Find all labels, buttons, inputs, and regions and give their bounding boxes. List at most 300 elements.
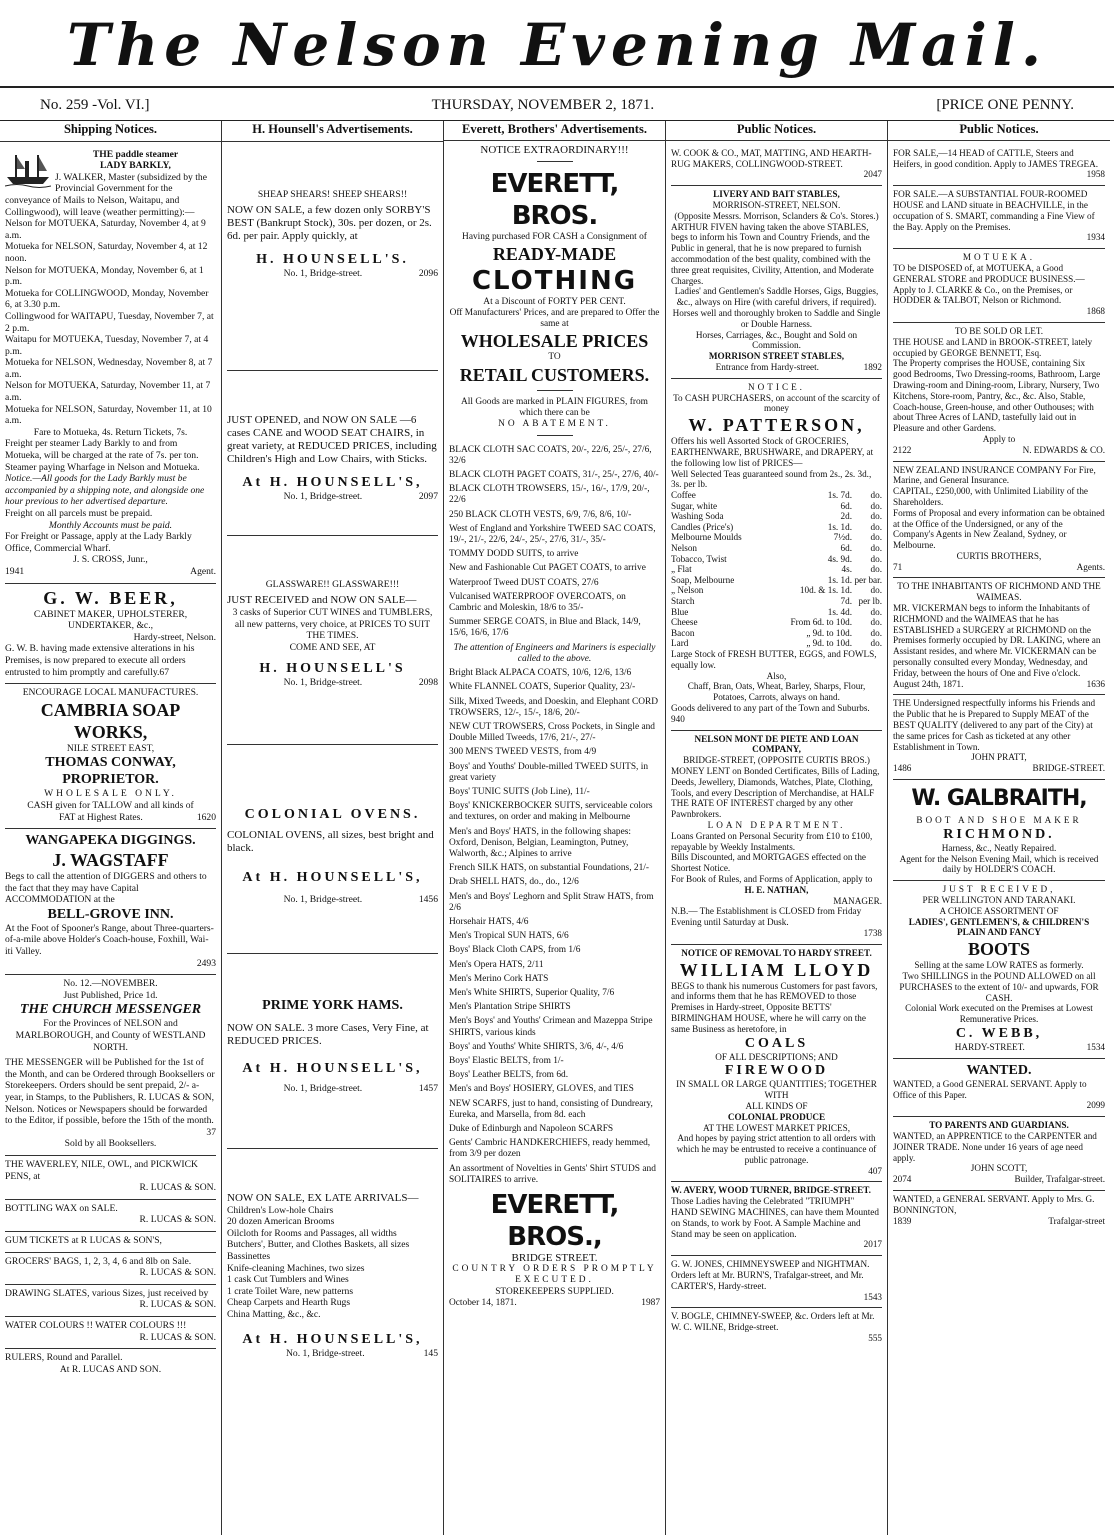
table-cell: do. [870, 617, 882, 628]
list-item: Vulcanised WATERPROOF OVERCOATS, on Cambric and Moleskin, 18/6 to 35/- [449, 591, 626, 614]
ad-bogle [671, 1308, 882, 1348]
column-heading: Everett, Brothers' Advertisements. [444, 121, 665, 141]
newspaper-title: The Nelson Evening Mail. [66, 11, 1048, 79]
ad-line: CASH given for TALLOW and all kinds of [27, 799, 194, 811]
ad-number: 1486 [893, 763, 912, 774]
ad-line: At a Discount of FORTY PER CENT. [483, 296, 626, 307]
ship-text [5, 149, 216, 578]
ad-signature: At R. LUCAS AND SON. [59, 1363, 162, 1375]
list-item: Men's Tropical SUN HATS, 6/6 [449, 931, 569, 942]
ad-number: 407 [868, 1165, 882, 1176]
ad-line: BRIDGE-STREET, (OPPOSITE CURTIS BROS.) [683, 755, 870, 766]
ship-line: Motueka for NELSON, Wednesday, November 8, at 7 a.m. [5, 357, 213, 380]
ad-parents-guardians [893, 1117, 1105, 1191]
ad-body: Chaff, Bran, Oats, Wheat, Barley, Sharps, Flour, Potatoes, Carrots, always on hand. [687, 681, 866, 703]
ad-body: THE WAVERLEY, NILE, OWL, and PICKWICK PENS, at [5, 1158, 198, 1182]
list-item: French SILK HATS, on substantial Foundations, 21/- [449, 863, 649, 874]
ad-address: No. 1, Bridge-street. [283, 268, 363, 280]
table-cell: 1s. 7d. [827, 490, 852, 501]
ad-number: 145 [423, 1347, 438, 1359]
ad-body: Bills Discounted, and MORTGAGES effected on the Shortest Notice. [671, 852, 866, 874]
ad-number: 1457 [418, 1082, 438, 1094]
ad-number: 1892 [863, 361, 882, 372]
ad-body: MONEY LENT on Bonded Certificates, Bills of Lading, Deeds, Jewellery, Diamonds, Watches, Plate, Clothing, Tools, and every Description of Merchandise, at HALF THE RATE OF INTEREST charged by any other Pawnbrokers. [671, 765, 880, 820]
list-item: China Matting, &c., &c. [227, 1308, 321, 1320]
table-row [671, 575, 882, 586]
list-item: The attention of Engineers and Mariners is especially called to the above. [453, 642, 656, 664]
ad-line: Sold by all Booksellers. [64, 1138, 157, 1150]
ad-body: Loans Granted on Personal Security from £10 to £100, repayable by Weekly Instalments. [671, 830, 873, 852]
list-item: An assortment of Novelties in Gents' Shirt STUDS and SOLITAIRES to arrive. [449, 1163, 656, 1185]
ad-body: W. COOK & CO., MAT, MATTING, AND HEARTH-RUG MAKERS, COLLINGWOOD-STREET. [671, 147, 872, 169]
ad-signature: C. WEBB, [955, 1025, 1043, 1041]
ad-line: Off Manufacturers' Prices, and are prepared to Offer the same at [449, 308, 660, 330]
ad-line: READY-MADE [492, 243, 617, 264]
ad-number: 2493 [196, 957, 216, 969]
ship-line: Freight on all parcels must be prepaid. [5, 508, 153, 519]
ship-line: Notice.—All goods for the Lady Barkly must be accompanied by a shipping note, and alongside one hour previous to her advertised departure. [5, 473, 205, 508]
ad-body: Goods delivered to any part of the Town and Suburbs. [671, 703, 870, 713]
column-hounsell [222, 121, 444, 1535]
ad-signature: At H. HOUNSELL'S, [242, 1331, 423, 1347]
list-item: Drab SHELL HATS, do., do., 12/6 [449, 877, 579, 888]
list-item: NEW CUT TROWSERS, Cross Pockets, in Single and Double Milled Tweeds, 17/6, 21/-, 27/- [449, 721, 655, 744]
ad-body: JUST RECEIVED and NOW ON SALE— [227, 594, 417, 607]
ad-body: MR. VICKERMAN begs to inform the Inhabitants of RICHMOND and the WAIMEAS that he has ESTABLISHED a SURGERY at RICHMOND on the Premises formerly occupied by DR. LAKING, where an Assistant resides, and where Mr. VICKERMAN can be personally consulted every Monday, Wednesday, and Friday, between the hours of One and Five o'clock. [893, 603, 1101, 678]
ad-arrivals [227, 1149, 438, 1365]
ad-number: 1868 [1086, 306, 1105, 317]
table-row [671, 501, 882, 512]
table-cell: do. [870, 511, 882, 522]
ad-body: Forms of Proposal and every information can be obtained at the Office of the Undersigned, or any of the Company's Agents in New Zealand, Sydney, or Melbourne. [893, 507, 1105, 551]
ad-wanted [893, 1059, 1105, 1117]
list-item: Horsehair HATS, 4/6 [449, 916, 529, 927]
ad-line: AT THE LOWEST MARKET PRICES, [702, 1122, 851, 1133]
ad-number: 940 [671, 713, 685, 724]
price-list [449, 445, 660, 1186]
ad-line: OF ALL DESCRIPTIONS; AND [715, 1051, 838, 1062]
ad-signature: MORRISON STREET STABLES, [708, 351, 845, 362]
table-row [671, 522, 882, 533]
ad-number: 2122 [893, 444, 912, 455]
ad-body: DRAWING SLATES, various Sizes, just received by [5, 1287, 209, 1299]
ad-number: 71 [893, 561, 903, 572]
ad-number: 1738 [863, 927, 882, 938]
ad-line: Just Published, Price 1d. [63, 989, 158, 1001]
ad-name: EVERETT, BROS. [490, 168, 619, 231]
ad-body: At the Foot of Spooner's Range, about Three-quarters-of-a-mile above Holder's Coach-house, Foxhill, Wai-iti Valley. [5, 922, 214, 958]
table-cell: Starch [671, 596, 695, 607]
table-cell: do. [870, 638, 882, 649]
list-item: 1 cask Cut Tumblers and Wines [227, 1274, 349, 1286]
list-item: 20 dozen American Brooms [227, 1216, 335, 1228]
table-cell: per lb. [858, 596, 882, 607]
ad-number: 2017 [863, 1239, 882, 1250]
ad-body: W. AVERY, WOOD TURNER, BRIDGE-STREET. [671, 1185, 871, 1196]
ad-body: Horses well and thoroughly broken to Saddle and Single or Double Harness. [672, 307, 881, 329]
ship-line: Nelson for MOTUEKA, Saturday, November 11, at 7 a.m. [5, 380, 211, 404]
ad-body: For Book of Rules, and Forms of Application, apply to [671, 873, 873, 884]
ad-heading: NOTICE OF REMOVAL TO HARDY STREET. [681, 947, 872, 958]
ad-line: COALS [744, 1035, 809, 1051]
ad-heading: LOAN DEPARTMENT. [707, 819, 846, 830]
column-heading: Public Notices. [888, 121, 1110, 141]
ad-line: ENCOURAGE LOCAL MANUFACTURES. [22, 687, 199, 699]
ad-signature: H. HOUNSELL'S [259, 660, 406, 676]
ad-signature: H. E. NATHAN, [744, 884, 809, 895]
ship-line: Motueka for NELSON, Saturday, November 11, at 10 a.m. [5, 403, 212, 427]
ad-wangapeka [5, 829, 216, 975]
table-row [671, 585, 882, 596]
ad-line: COLONIAL PRODUCE [727, 1111, 826, 1122]
table-cell: 4s. 9d. [827, 553, 852, 564]
ad-line: RICHMOND. [943, 826, 1055, 842]
column-heading: H. Hounsell's Advertisements. [222, 121, 443, 142]
ship-line: J. WALKER, Master (subsidized by the Provincial Government for the conveyance of Mails to Nelson, Waitapu, and Collingwood), will leave (weather permitting):— [5, 171, 207, 218]
table-row [671, 564, 882, 575]
ad-motueka [893, 249, 1105, 323]
ship-line: Nelson for MOTUEKA, Monday, November 6, at 1 p.m. [5, 264, 204, 288]
ad-heading: NOTICE EXTRAORDINARY!!! [480, 144, 629, 157]
ad-address: BRIDGE-STREET. [1032, 763, 1105, 774]
column-heading: Shipping Notices. [0, 121, 221, 142]
list-item: Men's Boys' and Youths' Crimean and Mazeppa Stripe SHIRTS, various kinds [449, 1016, 653, 1038]
table-cell: Candles (Price's) [671, 521, 734, 532]
list-item: Men's and Boys' Leghorn and Split Straw HATS, from 2/6 [449, 891, 654, 913]
ad-mont-de-piete [671, 731, 882, 945]
ad-line: IN SMALL OR LARGE QUANTITIES; TOGETHER WITH [676, 1079, 877, 1101]
ad-richmond-surgery [893, 578, 1105, 695]
ad-lucas-bags [5, 1253, 216, 1285]
ad-galbraith [893, 780, 1105, 881]
ad-church-messenger [5, 975, 216, 1156]
ad-body: NOW ON SALE. 3 more Cases, Very Fine, at REDUCED PRICES. [227, 1021, 429, 1047]
table-cell: Soap, Melbourne [671, 574, 735, 585]
table-cell: „ 9d. to 10d. [806, 638, 852, 649]
issue-price: [PRICE ONE PENNY. [936, 96, 1074, 113]
ad-body: COLONIAL OVENS, all sizes, best bright and black. [227, 828, 434, 854]
table-row [671, 543, 882, 554]
ad-body: WANTED, a Good GENERAL SERVANT. Apply to Office of this Paper. [893, 1078, 1087, 1100]
column-public-notices-2 [888, 121, 1110, 1535]
table-cell: do. [870, 490, 882, 501]
ad-name: EVERETT, BROS., [490, 1190, 619, 1253]
ad-line: CABINET MAKER, UPHOLSTERER, [33, 608, 188, 620]
table-cell: do. [870, 564, 882, 575]
ship-signature: J. S. CROSS, Junr., [73, 554, 148, 566]
list-item: TOMMY DODD SUITS, to arrive [449, 549, 579, 560]
list-item: Boys' Leather BELTS, from 6d. [449, 1070, 569, 1081]
ship-line: Fare to Motueka, 4s. Return Tickets, 7s. [33, 426, 188, 438]
ad-body: RULERS, Round and Parallel. [5, 1352, 123, 1364]
ad-line: COME AND SEE, AT [289, 641, 376, 653]
table-row [671, 554, 882, 565]
ad-william-lloyd [671, 945, 882, 1183]
ad-address: Trafalgar-street [1048, 1215, 1105, 1226]
ship-line: For Freight or Passage, apply at the Lady Barkly Office, Commercial Wharf. [5, 531, 192, 554]
ad-number: 2074 [893, 1174, 912, 1185]
ad-body: TO be DISPOSED of, at MOTUEKA, a Good GENERAL STORE and PRODUCE BUSINESS.—Apply to J. CLARKE & Co., on the Premises, or HODDER & TALBOT, Nelson or Richmond. [893, 262, 1085, 306]
ad-line: Hardy-street, Nelson. [133, 631, 216, 643]
ad-line: No. 12.—NOVEMBER. [63, 978, 158, 990]
ad-body: Two SHILLINGS in the POUND ALLOWED on all PURCHASES to the extent of 10/- and upwards, FOR CASH. [899, 971, 1099, 1003]
list-item: 300 MEN'S TWEED VESTS, from 4/9 [449, 747, 597, 758]
ad-number: 1636 [1086, 678, 1105, 689]
ad-line: THOMAS CONWAY, PROPRIETOR. [45, 755, 176, 788]
ad-number: 1934 [1086, 232, 1105, 243]
list-item: Children's Low-hole Chairs [227, 1204, 334, 1216]
list-item: NEW SCARFS, just to hand, consisting of Dundreary, Eureka, and Marsella, from 8d. each [449, 1098, 653, 1120]
column-everett [444, 121, 666, 1535]
ad-house-for-sale [893, 186, 1105, 249]
ad-number: 1543 [863, 1291, 882, 1302]
ad-number: 2097 [418, 490, 438, 502]
list-item: BLACK CLOTH TROWSERS, 15/-, 16/-, 17/9, 20/-, 22/6 [449, 484, 650, 506]
ship-role: Agent. [190, 565, 216, 577]
ad-number: 1941 [5, 565, 25, 577]
ad-body: FOR SALE.—A SUBSTANTIAL FOUR-ROOMED HOUSE and LAND situate in BEACHVILLE, in the occupation of S. SMART, commanding a Fine View of the Bay. Apply on the Premises. [893, 189, 1095, 232]
table-cell: do. [870, 553, 882, 564]
list-item: White FLANNEL COATS, Superior Quality, 23/- [449, 682, 636, 693]
ad-address: No. 1, Bridge-street. [286, 1347, 365, 1359]
ad-number: 2098 [418, 676, 438, 688]
ad-g-w-beer [5, 584, 216, 685]
ship-line: Motueka for COLLINGWOOD, Monday, November 6, at 3.30 p.m. [5, 287, 209, 311]
table-row [671, 490, 882, 501]
ad-heading: GLASSWARE!! GLASSWARE!!! [265, 578, 400, 590]
ad-livery-stables [671, 186, 882, 379]
ad-number: 1958 [1086, 169, 1105, 180]
ad-patterson [671, 379, 882, 731]
table-cell: 1s. 1d. [827, 521, 852, 532]
table-cell: Blue [671, 606, 689, 617]
list-item: Boys' and Youths' White SHIRTS, 3/6, 4/-, 4/6 [449, 1041, 624, 1052]
ad-lucas-rulers [5, 1349, 216, 1380]
ad-signature: H. HOUNSELL'S. [256, 252, 409, 268]
ad-hams [227, 954, 438, 1149]
ad-line: For the Provinces of NELSON and MARLBOROUGH, and County of WESTLAND NORTH. [15, 1018, 206, 1053]
ship-line: Waitapu for MOTUEKA, Tuesday, November 7, at 4 p.m. [5, 334, 209, 357]
ad-general-servant [893, 1191, 1105, 1231]
ad-line: MORRISON-STREET, NELSON. [712, 199, 841, 210]
ad-body: G. W. B. having made extensive alterations in his Premises, is now prepared to execute all orders entrusted to him promptly and carefully.67 [5, 643, 195, 678]
ad-heading: MOTUEKA. [962, 252, 1036, 263]
table-row [671, 638, 882, 649]
ad-signature: N. EDWARDS & CO. [1022, 444, 1105, 455]
table-row [671, 596, 882, 607]
ad-body: Colonial Work executed on the Premises at Lowest Remunerative Prices. [905, 1003, 1093, 1025]
ad-lucas-slates [5, 1285, 216, 1317]
column-shipping [0, 121, 222, 1535]
table-cell: do. [870, 627, 882, 638]
ad-body: NEW ZEALAND INSURANCE COMPANY For Fire, Marine, and General Insurance. [893, 464, 1096, 486]
table-cell: 4s. [841, 564, 852, 575]
ad-number: 1456 [418, 893, 438, 905]
ad-lady-barkly [5, 146, 216, 584]
ad-cook [671, 145, 882, 186]
list-item: Bassinettes [227, 1250, 271, 1262]
ad-signature: R. LUCAS & SON. [139, 1267, 216, 1279]
ad-name: J. WAGSTAFF [52, 850, 169, 871]
ad-heading: TO BE SOLD OR LET. [954, 325, 1044, 336]
ad-address: No. 1, Bridge-street. [283, 676, 363, 688]
ad-role: Agents. [1076, 561, 1105, 572]
ad-line: Having purchased FOR CASH a Consignment of [462, 231, 647, 242]
masthead [0, 0, 1114, 88]
ad-body: The Property comprises the HOUSE, containing Six good Bedrooms, Two Dressing-rooms, Bathroom, Large Drawing-room and Dining-room, Library, Nursery, Two Kitchens, Store-room, Pantry, &c., &c. Also, Stable, Coach-house, Green-house, and other Outhouses; with about Three Acres of LAND, tastefully laid out in Pleasure and other Gardens. [893, 358, 1101, 434]
ad-body: WATER COLOURS !! WATER COLOURS !!! [5, 1319, 187, 1331]
ad-insurance [893, 462, 1105, 579]
ad-heading: NELSON MONT DE PIETE AND LOAN COMPANY, [694, 733, 859, 755]
ad-line: A CHOICE ASSORTMENT OF [939, 905, 1059, 916]
ad-line: TO [548, 352, 561, 363]
ad-body: BEGS to thank his numerous Customers for past favors, and informs them that he has REMOVED to those Premises in Hardy-street, Opposite BETTS' BIRMINGHAM HOUSE, where he will carry on the same Business as heretofore, in [671, 980, 878, 1034]
issue-number: No. 259 -Vol. VI.] [40, 96, 150, 113]
ad-ovens [227, 745, 438, 954]
ad-body: Selling at the same LOW RATES as formerly. [914, 960, 1084, 971]
ad-line: Well Selected Teas guaranteed sound from 2s., 2s. 3d., 3s. per lb. [671, 468, 872, 490]
ad-name: W. GALBRAITH, [911, 786, 1087, 812]
list-item: Boys' TUNIC SUITS (Job Line), 11/- [449, 786, 590, 797]
list-item: Silk, Mixed Tweeds, and Doeskin, and Elephant CORD TROWSERS, 12/-, 15/-, 18/6, 20/- [449, 696, 659, 718]
ad-body: WANTED, a GENERAL SERVANT. Apply to Mrs. G. BONNINGTON, [893, 1193, 1095, 1215]
ad-body: Offers his well Assorted Stock of GROCERIES, EARTHENWARE, BRUSHWARE, and DRAPERY, at the following low list of PRICES— [671, 436, 874, 468]
price-table [671, 490, 882, 649]
ad-address: No. 1, Bridge-street. [283, 893, 363, 905]
ad-body: Ladies' and Gentlemen's Saddle Horses, Gigs, Buggies, &c., always on Hire (with careful drivers, if required). [674, 286, 879, 308]
table-cell: 2d. [840, 511, 852, 522]
ad-title: THE CHURCH MESSENGER [19, 1002, 202, 1018]
ad-line: BOOTS [967, 939, 1031, 960]
ad-body: BOTTLING WAX on SALE. [5, 1202, 118, 1214]
steamer-icon [5, 149, 51, 189]
ship-line: Freight per steamer Lady Barkly to and from Motueka, will be charged at the rate of 7s. per ton. Steamer paying Wharfage in Nelson and Motueka. [5, 438, 200, 473]
ship-line: Motueka for NELSON, Saturday, November 4, at 12 noon. [5, 241, 208, 264]
list-item: Butchers', Butter, and Clothes Baskets, all sizes [227, 1239, 410, 1251]
ad-heading: COLONIAL OVENS. [244, 806, 421, 822]
ad-body: Large Stock of FRESH BUTTER, EGGS, and FOWLS, equally low. [671, 649, 877, 670]
ad-body: NOW ON SALE, a few dozen only SORBY'S BEST (Bankrupt Stock), 30s. per dozen, or 2s. 6d. per pair. Apply quickly, at [227, 204, 432, 243]
ad-line: Entrance from Hardy-street. [715, 361, 819, 372]
ad-line: BOOT AND SHOE MAKER [916, 815, 1082, 826]
ad-signature: At H. HOUNSELL'S, [242, 474, 423, 490]
ad-signature: R. LUCAS & SON. [139, 1299, 216, 1311]
ad-number: 1839 [893, 1215, 912, 1226]
ship-line: Monthly Accounts must be paid. [48, 519, 173, 531]
list-item: Boys' KNICKERBOCKER SUITS, serviceable colors and textures, on order and making in Melbourne [449, 801, 653, 823]
table-cell: do. [870, 500, 882, 511]
ad-name: WILLIAM LLOYD [679, 959, 874, 980]
ad-signature: R. LUCAS & SON. [139, 1182, 216, 1194]
list-item: Men's and Boys' HATS, in the following shapes: Oxford, Denison, Belgian, Leamington, Putney, Walworth, &c.; Alpines to arrive [449, 826, 632, 859]
ad-heading: WANGAPEKA DIGGINGS. [25, 833, 196, 849]
table-cell: 10d. & 1s. 1d. [799, 585, 852, 596]
table-cell: „ Flat [671, 564, 692, 575]
ad-line: WHOLESALE PRICES [460, 331, 649, 352]
ship-line: Collingwood for WAITAPU, Tuesday, November 7, at 2 p.m. [5, 310, 214, 334]
table-cell: 1s. 1d. [827, 574, 852, 585]
ad-number: 2099 [1086, 1100, 1105, 1111]
table-cell: Sugar, white [671, 500, 718, 511]
ad-line: CLOTHING [471, 265, 638, 296]
list-item: Men's and Boys' HOSIERY, GLOVES, and TIES [449, 1084, 634, 1095]
ad-line: NILE STREET EAST, [66, 742, 155, 754]
table-cell: 7d. [840, 596, 852, 607]
ad-number: 1987 [641, 1297, 660, 1308]
table-cell: 6d. [840, 500, 852, 511]
ad-body: GROCERS' BAGS, 1, 2, 3, 4, 6 and 8lb on Sale. [5, 1255, 192, 1267]
columns [0, 121, 1114, 1535]
ad-heading: WANTED. [966, 1062, 1032, 1078]
ad-heading: TO THE INHABITANTS OF RICHMOND AND THE WAIMEAS. [897, 581, 1101, 603]
list-item: Cheap Carpets and Hearth Rugs [227, 1297, 351, 1309]
ad-number: 1620 [196, 811, 216, 823]
ad-role: MANAGER. [833, 895, 882, 906]
list-item: Gents' Cambric HANDKERCHIEFS, ready hemmed, from 3/9 per dozen [449, 1138, 651, 1160]
ad-heading: NOTICE. [748, 381, 805, 392]
list-item: Men's Opera HATS, 2/11 [449, 959, 544, 970]
ad-name: CAMBRIA SOAP WORKS, [40, 699, 181, 742]
table-cell: „ Nelson [671, 585, 704, 596]
ad-line: WHOLESALE ONLY. [44, 788, 177, 800]
ad-lucas-wax [5, 1200, 216, 1232]
table-cell: do. [870, 543, 882, 554]
ad-jones [671, 1256, 882, 1308]
list-item: Boys' and Youths' Double-milled TWEED SUITS, in great variety [449, 761, 649, 783]
ad-line: COUNTRY ORDERS PROMPTLY EXECUTED. [452, 1264, 657, 1286]
ad-heading: LIVERY AND BAIT STABLES, [713, 189, 840, 200]
ad-body: And hopes by paying strict attention to all orders with which he may be entrusted to receive a continuance of public patronage. [676, 1133, 877, 1165]
list-item: 1 crate Toilet Ware, new patterns [227, 1285, 354, 1297]
ad-line: NO ABATEMENT. [498, 419, 611, 430]
ad-name: G. W. BEER, [43, 587, 178, 608]
ad-body: THE Undersigned respectfully informs his Friends and the Public that he is Prepared to Supply MEAT of the BEST QUALITY (delivered to any part of the City) at the same prices for Cash as ticketed at any other Establishment in Town. [893, 698, 1096, 752]
table-cell: Coffee [671, 490, 696, 501]
ad-to-be-sold [893, 323, 1105, 462]
table-row [671, 532, 882, 543]
ad-avery [671, 1182, 882, 1256]
ad-body: Those Ladies having the Celebrated "TRIUMPH" HAND SEWING MACHINES, can have them Mounted on Stands, to work by Foot. A Sample Machine and Stand may be seen on application. [671, 1196, 879, 1239]
ad-line: ALL KINDS OF [745, 1100, 808, 1111]
table-cell: do. [870, 606, 882, 617]
list-item: BLACK CLOTH PAGET COATS, 31/-, 25/-, 27/6, 40/- [449, 470, 659, 481]
ad-body: THE HOUSE and LAND in BROOK-STREET, lately occupied by GEORGE BENNETT, Esq. [893, 336, 1093, 358]
ad-body: FOR SALE,—14 HEAD of CATTLE, Steers and Heifers, in good condition. Apply to JAMES TREGEA. [893, 147, 1099, 169]
ad-line: PLAIN AND FANCY [956, 927, 1042, 938]
list-item: Bright Black ALPACA COATS, 10/6, 12/6, 13/6 [449, 668, 632, 679]
ad-signature: CURTIS BROTHERS, [956, 550, 1042, 561]
ad-body: Begs to call the attention of DIGGERS and others to the fact that they may have Capital ACCOMMODATION at the [5, 871, 207, 906]
table-cell: do. [870, 521, 882, 532]
ship-line: LADY BARKLY, [100, 160, 171, 172]
ad-body: THE MESSENGER will be Published for the 1st of the Month, and can be Ordered through Booksellers or Storekeepers. Orders should be sent prepaid, 2/- a-year, in Stamps, to the Publishers, R. LUCAS & SON, Nelson. Notices or Newspapers should be forwarded to the Editor, if possible, before the 15th of the month. [5, 1057, 215, 1127]
ad-body: N.B.— The Establishment is CLOSED from Friday Evening until Saturday at Dusk. [671, 906, 862, 928]
list-item: Men's Plantation Stripe SHIRTS [449, 1002, 571, 1013]
ad-line: BELL-GROVE INN. [47, 906, 174, 922]
ad-number: 555 [868, 1333, 882, 1344]
table-cell: Nelson [671, 543, 698, 554]
ad-chairs [227, 371, 438, 536]
issue-date: THURSDAY, NOVEMBER 2, 1871. [431, 96, 655, 113]
list-item: Men's White SHIRTS, Superior Quality, 7/6 [449, 987, 615, 998]
table-cell: per bar. [854, 574, 882, 585]
ad-john-pratt [893, 695, 1105, 780]
ad-address: HARDY-STREET. [954, 1041, 1025, 1052]
list-item: Duke of Edinburgh and Napoleon SCARFS [449, 1124, 614, 1134]
ad-body: JUST OPENED, and NOW ON SALE —6 cases CANE and WOOD SEAT CHAIRS, in great variety, at REDUCED PRICES, including Children's High and Low Chairs, with Sticks. [227, 413, 437, 465]
ad-signature: At H. HOUNSELL'S, [242, 869, 423, 885]
dateline [0, 88, 1114, 121]
